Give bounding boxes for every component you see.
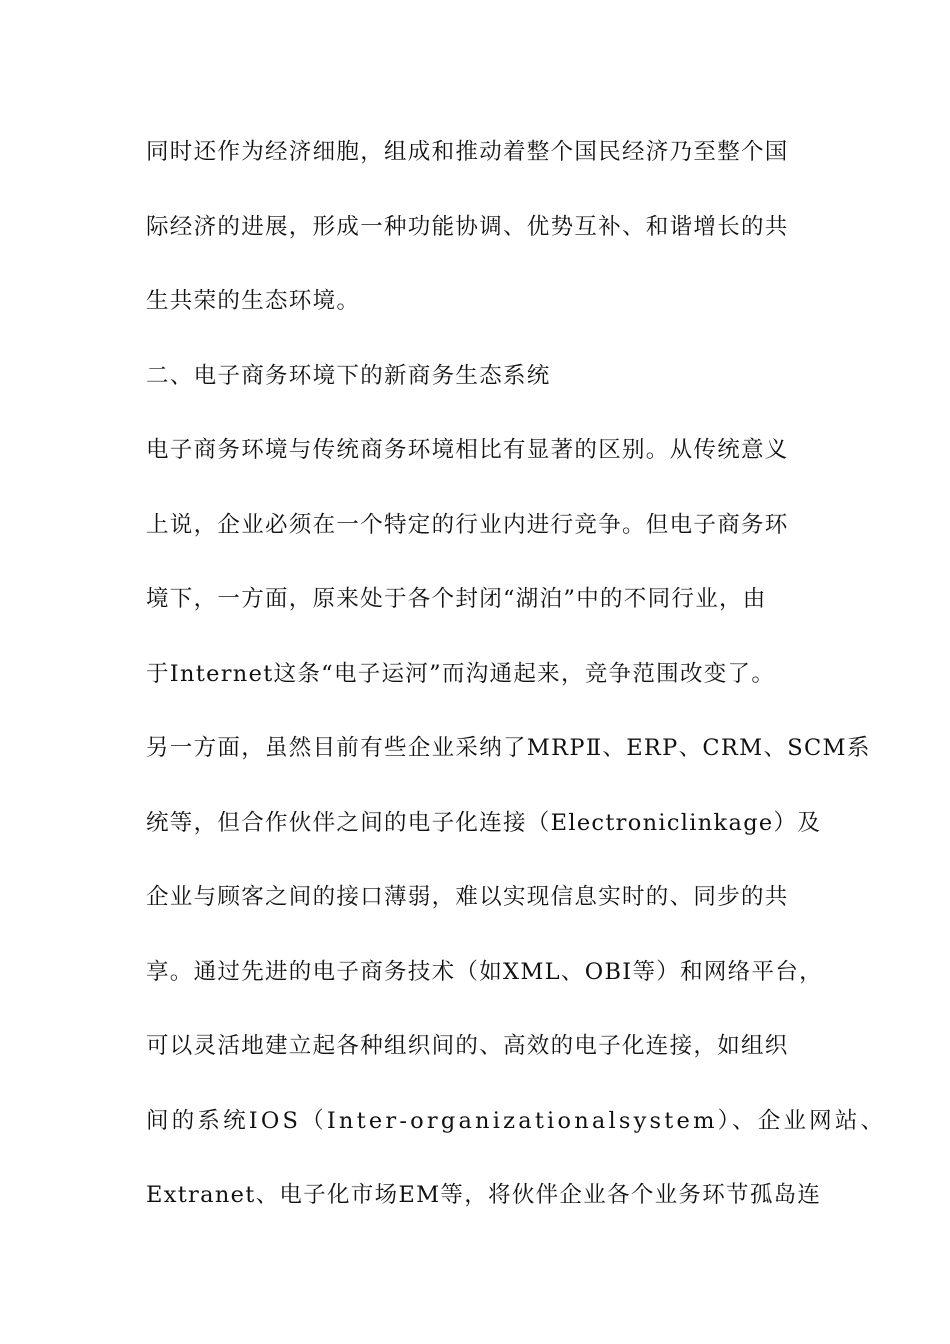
text-line: 际经济的进展，形成一种功能协调、优势互补、和谐增长的共: [146, 213, 789, 240]
text-line: 间的系统IOS（Inter-organizationalsystem）、企业网站、: [146, 1107, 887, 1134]
text-line: 可以灵活地建立起各种组织间的、高效的电子化连接，如组织: [146, 1033, 789, 1059]
text-line: 享。通过先进的电子商务技术（如XML、OBI等）和网络平台，: [146, 958, 823, 985]
text-line: 另一方面，虽然目前有些企业采纳了MRPⅡ、ERP、CRM、SCM系: [146, 735, 871, 761]
body-text: [146, 127, 887, 1245]
text-line: 统等，但合作伙伴之间的电子化连接（Electroniclinkage）及: [146, 809, 822, 836]
section-heading: 二、电子商务环境下的新商务生态系统: [146, 362, 551, 389]
text-line: Extranet、电子化市场EM等，将伙伴企业各个业务环节孤岛连: [146, 1182, 822, 1208]
text-line: 企业与顾客之间的接口薄弱，难以实现信息实时的、同步的共: [146, 884, 789, 910]
text-line: 电子商务环境与传统商务环境相比有显著的区别。从传统意义: [146, 437, 789, 463]
text-line: 上说，企业必须在一个特定的行业内进行竞争。但电子商务环: [146, 511, 789, 538]
text-line: 同时还作为经济细胞，组成和推动着整个国民经济乃至整个国: [146, 139, 789, 165]
text-line: 境下，一方面，原来处于各个封闭“湖泊”中的不同行业，由: [146, 586, 767, 612]
text-line: 于Internet这条“电子运河”而沟通起来，竞争范围改变了。: [146, 660, 776, 687]
text-line: 生共荣的生态环境。: [146, 288, 361, 314]
